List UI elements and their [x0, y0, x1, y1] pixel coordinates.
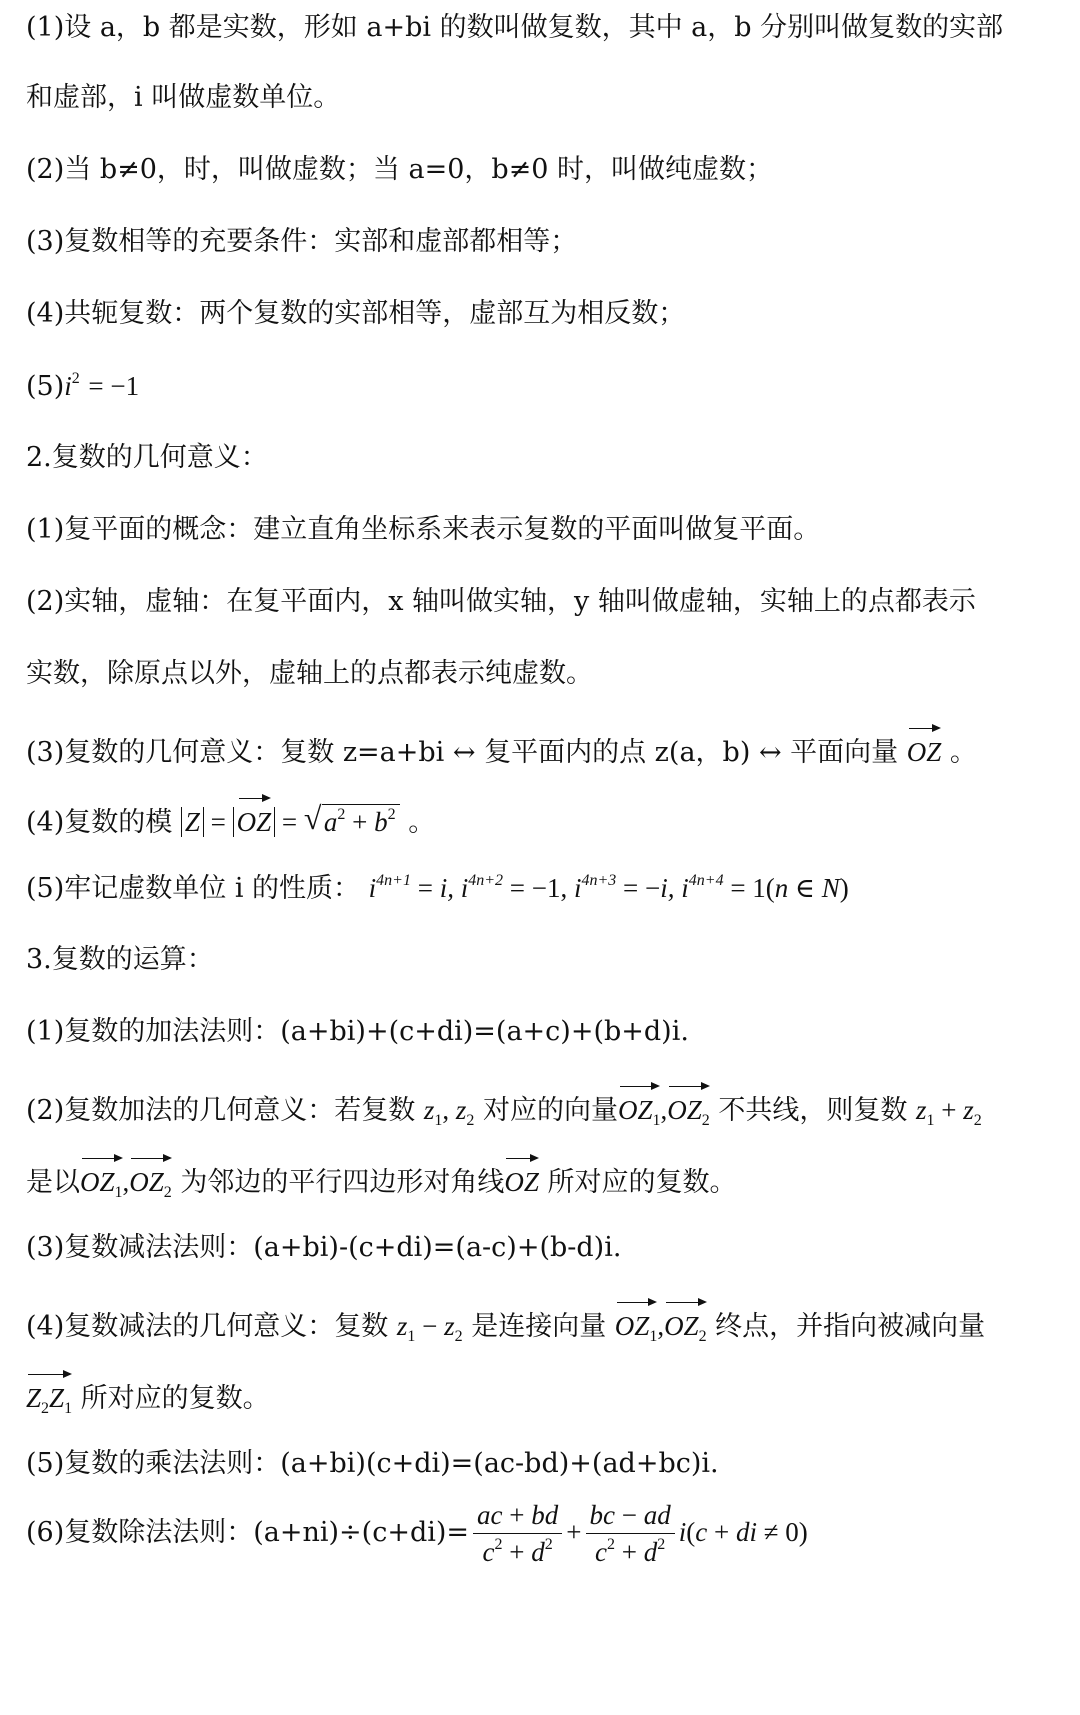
math-condition: i(c + di ≠ 0): [678, 1517, 808, 1547]
text-line: (4)共轭复数：两个复数的实部相等，虚部互为相反数；: [26, 298, 686, 329]
line-prefix: (2)复数加法的几何意义：若复数: [26, 1095, 416, 1126]
line-suffix: 。: [949, 737, 977, 768]
line-mid: 是连接向量: [471, 1311, 607, 1342]
vector-z2z1: $Z_2Z_1$: [26, 1370, 72, 1420]
math-i-squared: $i^2$: [64, 370, 80, 401]
line-mid: 为邻边的平行四边形对角线: [180, 1167, 505, 1198]
fraction-real-part: $\frac{ac + bd}{c^2 + d^2}$: [473, 1497, 562, 1570]
text-line: [26, 866, 1060, 911]
text-line: (2)实轴，虚轴：在复平面内，x 轴叫做实轴，y 轴叫做虚轴，实轴上的点都表示: [26, 586, 976, 617]
text-line: (1)复平面的概念：建立直角坐标系来表示复数的平面叫做复平面。: [26, 514, 821, 545]
vector-oz: OZ: [504, 1154, 539, 1204]
line-suffix: 所对应的复数。: [80, 1383, 270, 1414]
text-line: [26, 794, 1060, 845]
line-prefix: (5)牢记虚数单位 i 的性质：: [26, 873, 361, 904]
text-line: (2)当 b≠0，时，叫做虚数；当 a=0，b≠0 时，叫做纯虚数；: [26, 154, 774, 185]
line-prefix: (5): [26, 371, 65, 402]
text-line: [26, 364, 1060, 409]
fraction-imag-part: $\frac{bc - ad}{c^2 + d^2}$: [586, 1497, 675, 1570]
math-z1-minus-z2: $z_1 - z_2$: [396, 1311, 463, 1345]
text-line: (3)复数相等的充要条件：实部和虚部都相等；: [26, 226, 578, 257]
line-suffix: 不共线，则复数: [718, 1095, 908, 1126]
line-prefix: 是以: [26, 1167, 80, 1198]
line-suffix: 所对应的复数。: [547, 1167, 737, 1198]
line-prefix: (4)复数的模: [26, 807, 173, 838]
text-line: [26, 724, 1060, 775]
vector-oz1-oz2: $OZ_1,OZ_2$: [618, 1095, 710, 1125]
text-line: 和虚部，i 叫做虚数单位。: [26, 82, 341, 113]
line-suffix: 。: [408, 807, 436, 838]
text-line: [26, 1082, 1060, 1133]
text-line: [26, 1298, 1060, 1349]
imaginary-unit-powers: $i^{4n+1} = i$, $i^{4n+2} = -1$, $i^{4n+3} = -i$, $i^{4n+4} = 1(n$ ∈ N): [368, 872, 849, 903]
text-line: (1)复数的加法法则：(a+bi)+(c+di)=(a+c)+(b+d)i.: [26, 1016, 689, 1047]
math-z1-z2: $z_1$, $z_2$: [423, 1095, 475, 1129]
text-line: (1)设 a，b 都是实数，形如 a+bi 的数叫做复数，其中 a，b 分别叫做复数的实部: [26, 12, 1004, 43]
text-line: (3)复数减法法则：(a+bi)-(c+di)=(a-c)+(b-d)i.: [26, 1232, 622, 1263]
text-line: [26, 1154, 1060, 1205]
math-expression: = −1: [88, 371, 140, 401]
line-mid: 对应的向量: [482, 1095, 618, 1126]
text-line: (5)复数的乘法法则：(a+bi)(c+di)=(ac-bd)+(ad+bc)i.: [26, 1448, 719, 1479]
section-heading: 2.复数的几何意义：: [26, 442, 268, 473]
line-prefix: (4)复数减法的几何意义：复数: [26, 1311, 389, 1342]
line-prefix: (6)复数除法法则：(a+ni)÷(c+di)=: [26, 1517, 470, 1548]
section-heading: 3.复数的运算：: [26, 944, 214, 975]
line-prefix: (3)复数的几何意义：复数 z=a+bi ↔ 复平面内的点 z(a，b) ↔ 平面向量: [26, 737, 899, 768]
text-line: 实数，除原点以外，虚轴上的点都表示纯虚数。: [26, 658, 593, 689]
vector-oz: OZ: [907, 724, 942, 774]
modulus-formula: Z = OZ = √ $a^2 + b^2$: [181, 807, 400, 837]
math-z1-plus-z2: $z_1 + z_2$: [915, 1095, 982, 1129]
text-line: (6)复数除法法则：(a+ni)÷(c+di)= $\frac{ac + bd}{c^2 + d^2}$ + $\frac{bc - ad}{c^2 + d^2}$ i(c + di ≠ 0): [26, 1496, 1060, 1570]
vector-oz1-oz2: $OZ_1,OZ_2$: [80, 1167, 172, 1197]
line-suffix: 终点，并指向被减向量: [715, 1311, 986, 1342]
text-line: [26, 1370, 1060, 1421]
vector-oz1-oz2: $OZ_1,OZ_2$: [615, 1311, 707, 1341]
